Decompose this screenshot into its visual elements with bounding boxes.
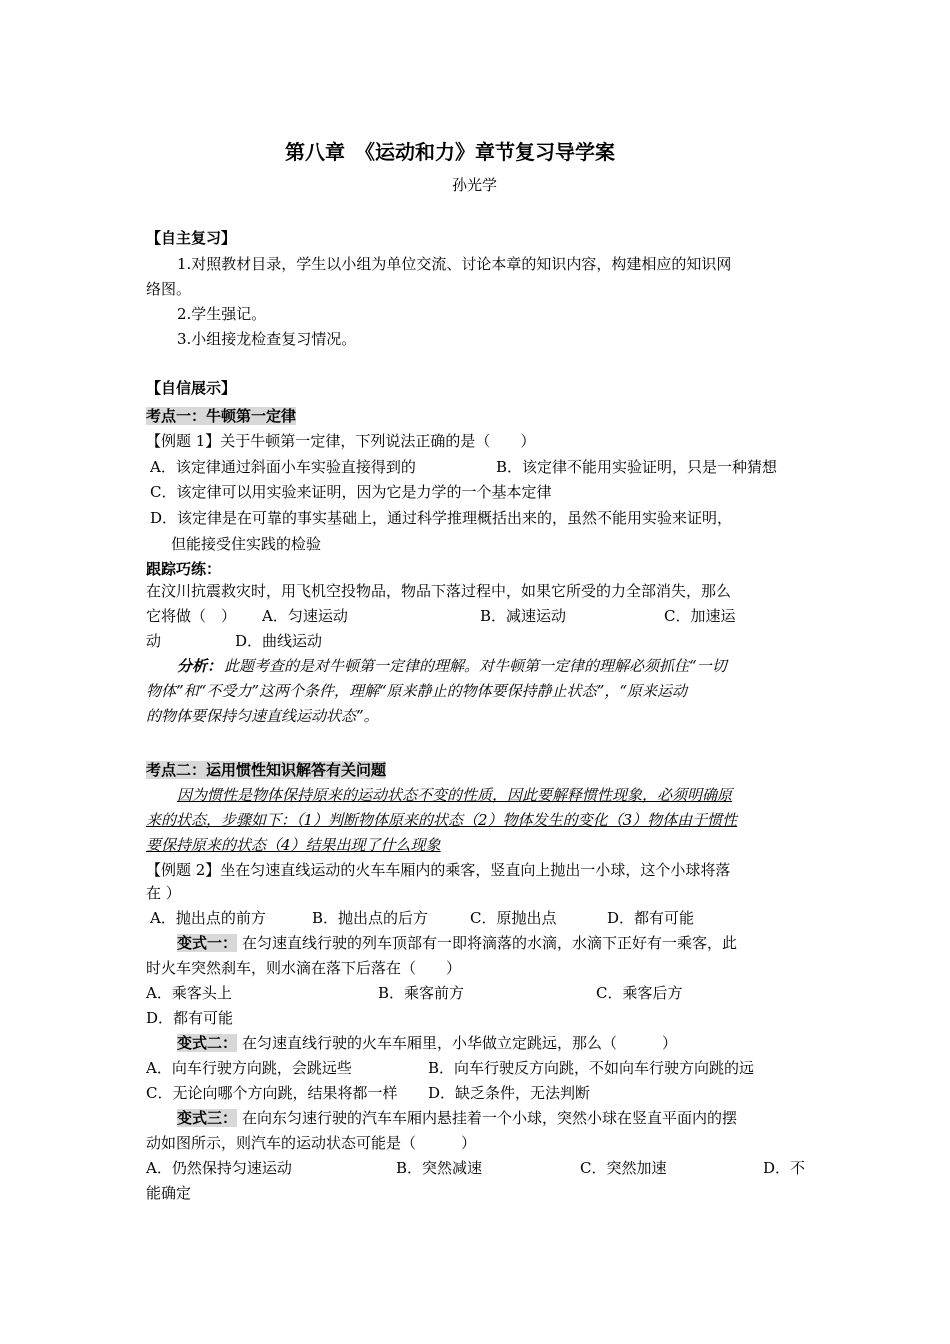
track-option-c: C．加速运: [664, 607, 736, 625]
example-1-option-d: D．该定律是在可靠的事实基础上，通过科学推理概括出来的，虽然不能用实验来证明，: [150, 509, 733, 527]
analysis-line-1: 此题考查的是对牛顿第一定律的理解。对牛顿第一定律的理解必须抓住“一切: [224, 657, 727, 675]
variant-2-line-1: 在匀速直线行驶的火车车厢里，小华做立定跳远，那么（ ）: [242, 1034, 678, 1052]
variant-1-option-d: D．都有可能: [146, 1009, 234, 1027]
track-option-a: A．匀速运动: [262, 607, 348, 625]
track-option-b: B．减速运动: [480, 607, 567, 625]
track-question-line-2: 它将做（ ）: [146, 607, 237, 625]
variant-3-option-d: D．不: [763, 1159, 806, 1177]
topic-2-title: 考点二：运用惯性知识解答有关问题: [146, 761, 387, 779]
topic-1-title: 考点一：牛顿第一定律: [146, 407, 297, 425]
section-heading-showcase: 【自信展示】: [146, 379, 237, 397]
track-practice-title: 跟踪巧练：: [146, 560, 222, 578]
review-item-1-cont: 络图。: [146, 280, 192, 298]
variant-3-line-2: 动如图所示，则汽车的运动状态可能是（ ）: [146, 1134, 477, 1152]
variant-1-option-c: C．乘客后方: [596, 984, 683, 1002]
review-item-1: 1.对照教材目录，学生以小组为单位交流、讨论本章的知识内容，构建相应的知识网: [177, 255, 732, 273]
analysis-label: 分析：: [177, 657, 223, 675]
variant-3-option-d-cont: 能确定: [146, 1184, 192, 1202]
variant-2-label: 变式二：: [177, 1034, 238, 1052]
example-2-option-d: D．都有可能: [607, 909, 695, 927]
variant-1-line-2: 时火车突然刹车，则水滴在落下后落在（ ）: [146, 959, 462, 977]
analysis-line-2: 物体”和“不受力”这两个条件，理解“原来静止的物体要保持静止状态”，“原来运动: [146, 682, 688, 700]
example-1-option-c: C．该定律可以用实验来证明，因为它是力学的一个基本定律: [150, 483, 552, 501]
variant-1-label: 变式一：: [177, 934, 238, 952]
variant-3-option-c: C．突然加速: [580, 1159, 667, 1177]
example-2-option-a: A．抛出点的前方: [150, 909, 266, 927]
variant-3-option-a: A．仍然保持匀速运动: [146, 1159, 292, 1177]
example-1-option-b: B．该定律不能用实验证明，只是一种猜想: [496, 458, 778, 476]
example-1-option-a: A．该定律通过斜面小车实验直接得到的: [150, 458, 416, 476]
section-heading-self-review: 【自主复习】: [146, 229, 237, 247]
example-2-option-c: C．原抛出点: [470, 909, 557, 927]
example-1-option-d-cont: 但能接受住实践的检验: [171, 535, 322, 553]
example-2-option-b: B．抛出点的后方: [312, 909, 429, 927]
example-2-question-cont: 在 ）: [146, 884, 181, 902]
track-option-c-cont: 动: [146, 632, 162, 650]
topic-2-intro-3: 要保持原来的状态（4）结果出现了什么现象: [146, 836, 441, 854]
variant-3-line-1: 在向东匀速行驶的汽车车厢内悬挂着一个小球，突然小球在竖直平面内的摆: [242, 1109, 738, 1127]
analysis-line-3: 的物体要保持匀速直线运动状态”。: [146, 707, 379, 725]
variant-2-option-d: D．缺乏条件，无法判断: [428, 1084, 591, 1102]
page-title: 第八章 《运动和力》章节复习导学案: [285, 140, 615, 164]
topic-2-intro-2: 来的状态，步骤如下：（1）判断物体原来的状态（2）物体发生的变化（3）物体由于惯性: [146, 811, 738, 829]
example-2-question: 【例题 2】坐在匀速直线运动的火车车厢内的乘客，竖直向上抛出一小球，这个小球将落: [146, 861, 731, 879]
example-1-question: 【例题 1】关于牛顿第一定律，下列说法正确的是（ ）: [146, 432, 536, 450]
variant-2-option-b: B．向车行驶反方向跳，不如向车行驶方向跳的远: [428, 1059, 755, 1077]
track-question-line-1: 在汶川抗震救灾时，用飞机空投物品，物品下落过程中，如果它所受的力全部消失，那么: [146, 582, 732, 600]
track-option-d: D．曲线运动: [235, 632, 323, 650]
variant-2-option-a: A．向车行驶方向跳，会跳远些: [146, 1059, 352, 1077]
review-item-2: 2.学生强记。: [177, 305, 267, 323]
variant-3-label: 变式三：: [177, 1109, 238, 1127]
topic-2-intro-1: 因为惯性是物体保持原来的运动状态不变的性质，因此要解释惯性现象，必须明确原: [177, 786, 733, 804]
variant-3-option-b: B．突然减速: [396, 1159, 483, 1177]
variant-2-option-c: C．无论向哪个方向跳，结果将都一样: [146, 1084, 398, 1102]
review-item-3: 3.小组接龙检查复习情况。: [177, 330, 357, 348]
variant-1-line-1: 在匀速直线行驶的列车顶部有一即将滴落的水滴，水滴下正好有一乘客，此: [242, 934, 738, 952]
variant-1-option-a: A．乘客头上: [146, 984, 232, 1002]
author: 孙光学: [452, 176, 498, 194]
variant-1-option-b: B．乘客前方: [378, 984, 465, 1002]
